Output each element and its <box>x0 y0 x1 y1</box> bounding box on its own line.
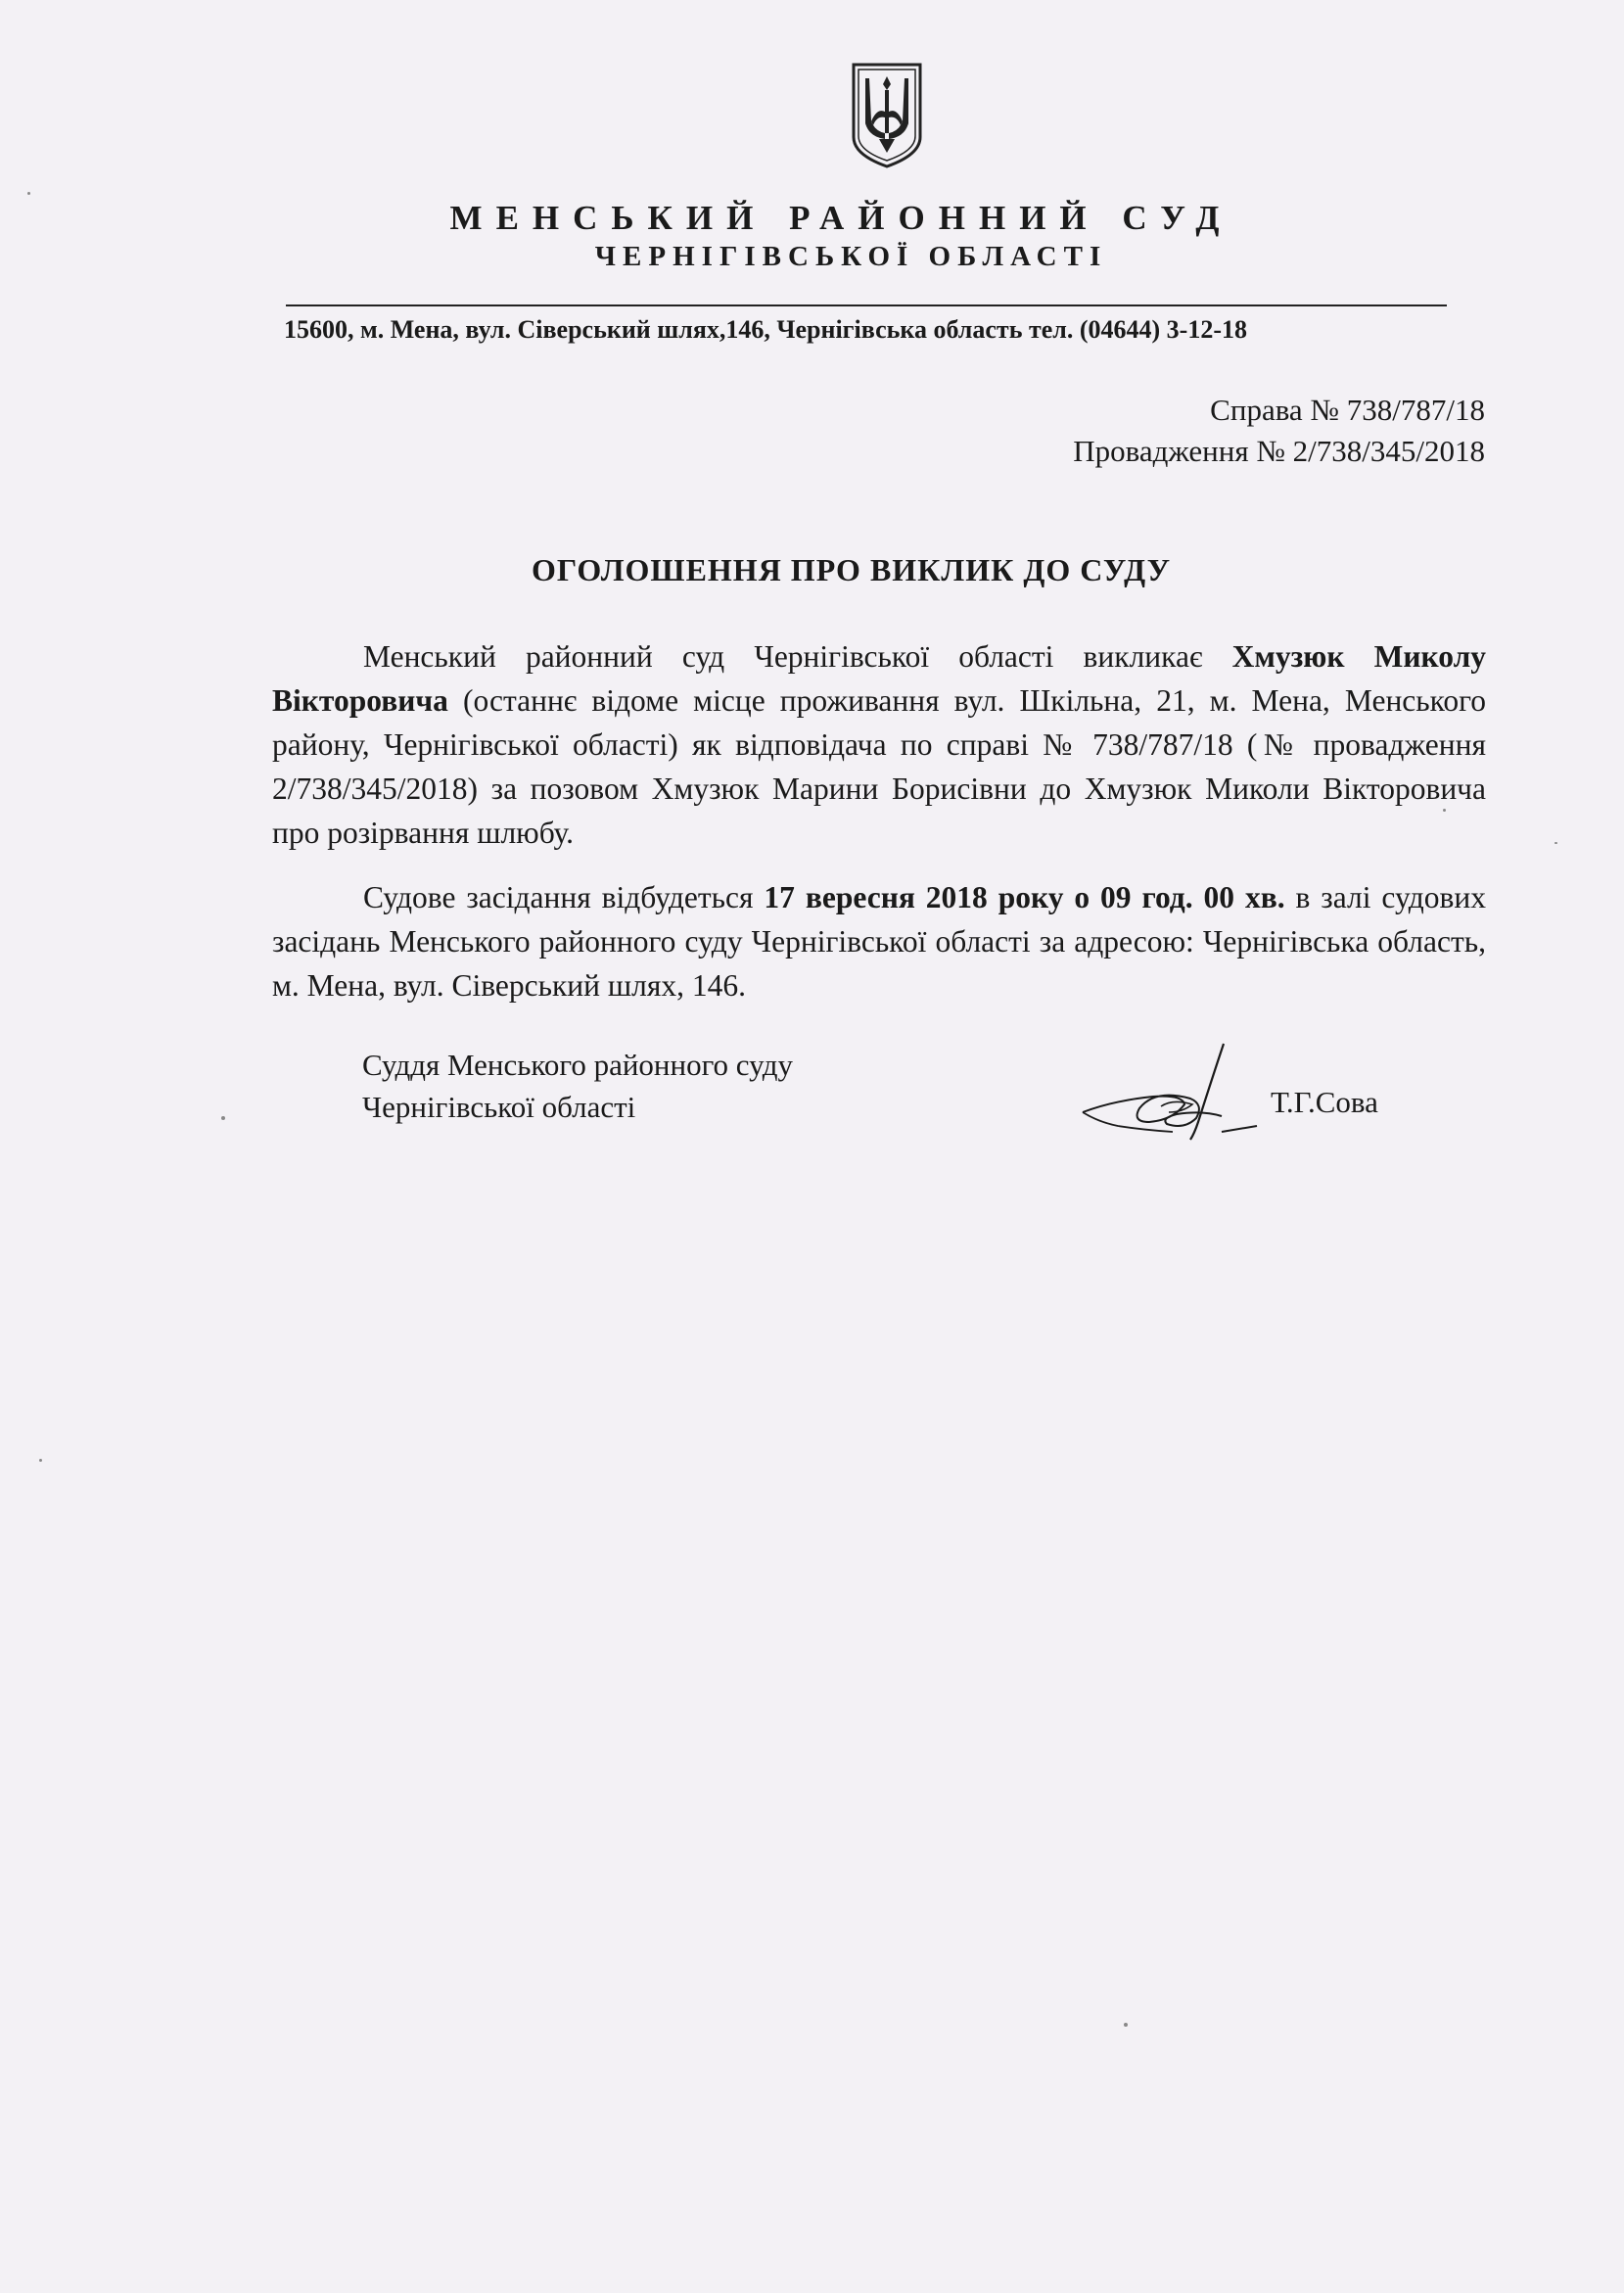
judge-title-line: Чернігівської області <box>362 1090 636 1124</box>
scan-speck <box>1443 809 1446 812</box>
court-region: ЧЕРНІГІВСЬКОЇ ОБЛАСТІ <box>594 241 1108 272</box>
judge-title-line: Суддя Менського районного суду <box>362 1048 793 1082</box>
case-number: Справа № 738/787/18 <box>1210 393 1485 427</box>
proceeding-number: Провадження № 2/738/345/2018 <box>1073 434 1485 468</box>
scan-speck <box>1554 842 1557 844</box>
court-name: МЕНСЬКИЙ РАЙОННИЙ СУД <box>449 199 1233 237</box>
court-address: 15600, м. Мена, вул. Сіверський шлях,146, Чернігівська область тел. (04644) 3-12-18 <box>284 315 1247 344</box>
defendant-name: Хмузюк Миколу Вікторовича <box>272 639 1486 718</box>
document-title: ОГОЛОШЕННЯ ПРО ВИКЛИК ДО СУДУ <box>531 552 1172 587</box>
hearing-paragraph <box>272 875 1486 1007</box>
paragraph-text: Судове засідання відбудеться <box>363 880 765 914</box>
paragraph-text: Менський районний суд Чернігівської області викликає <box>363 639 1232 674</box>
trident-coat-of-arms-icon <box>848 61 926 170</box>
paragraph-text: (останнє відоме місце проживання вул. Шкільна, 21, м. Мена, Менського району, Чернігівської області) як відповідача по справі № 738/787/18 (№ провадження 2/738/345/2018) за позовом Хмузюк Марини Борисівни до Хмузюк Миколи Вікторовича про розірвання шлюбу. <box>272 683 1486 850</box>
scan-speck <box>221 1116 225 1120</box>
case-references <box>1073 390 1485 472</box>
scan-speck <box>27 192 30 195</box>
hearing-datetime: 17 вересня 2018 року о 09 год. 00 хв. <box>764 880 1285 914</box>
summons-paragraph <box>272 634 1486 855</box>
scan-speck <box>39 1459 42 1462</box>
header-divider <box>286 304 1447 306</box>
paragraph-text: в залі судових засідань Менського районного суду Чернігівської області за адресою: Чернігівська область, м. Мена, вул. Сіверський шлях, 146. <box>272 880 1486 1003</box>
judge-title <box>362 1044 793 1128</box>
scan-speck <box>1124 2023 1128 2027</box>
judge-name: Т.Г.Сова <box>1271 1085 1378 1119</box>
handwritten-signature-icon <box>1075 1040 1261 1149</box>
